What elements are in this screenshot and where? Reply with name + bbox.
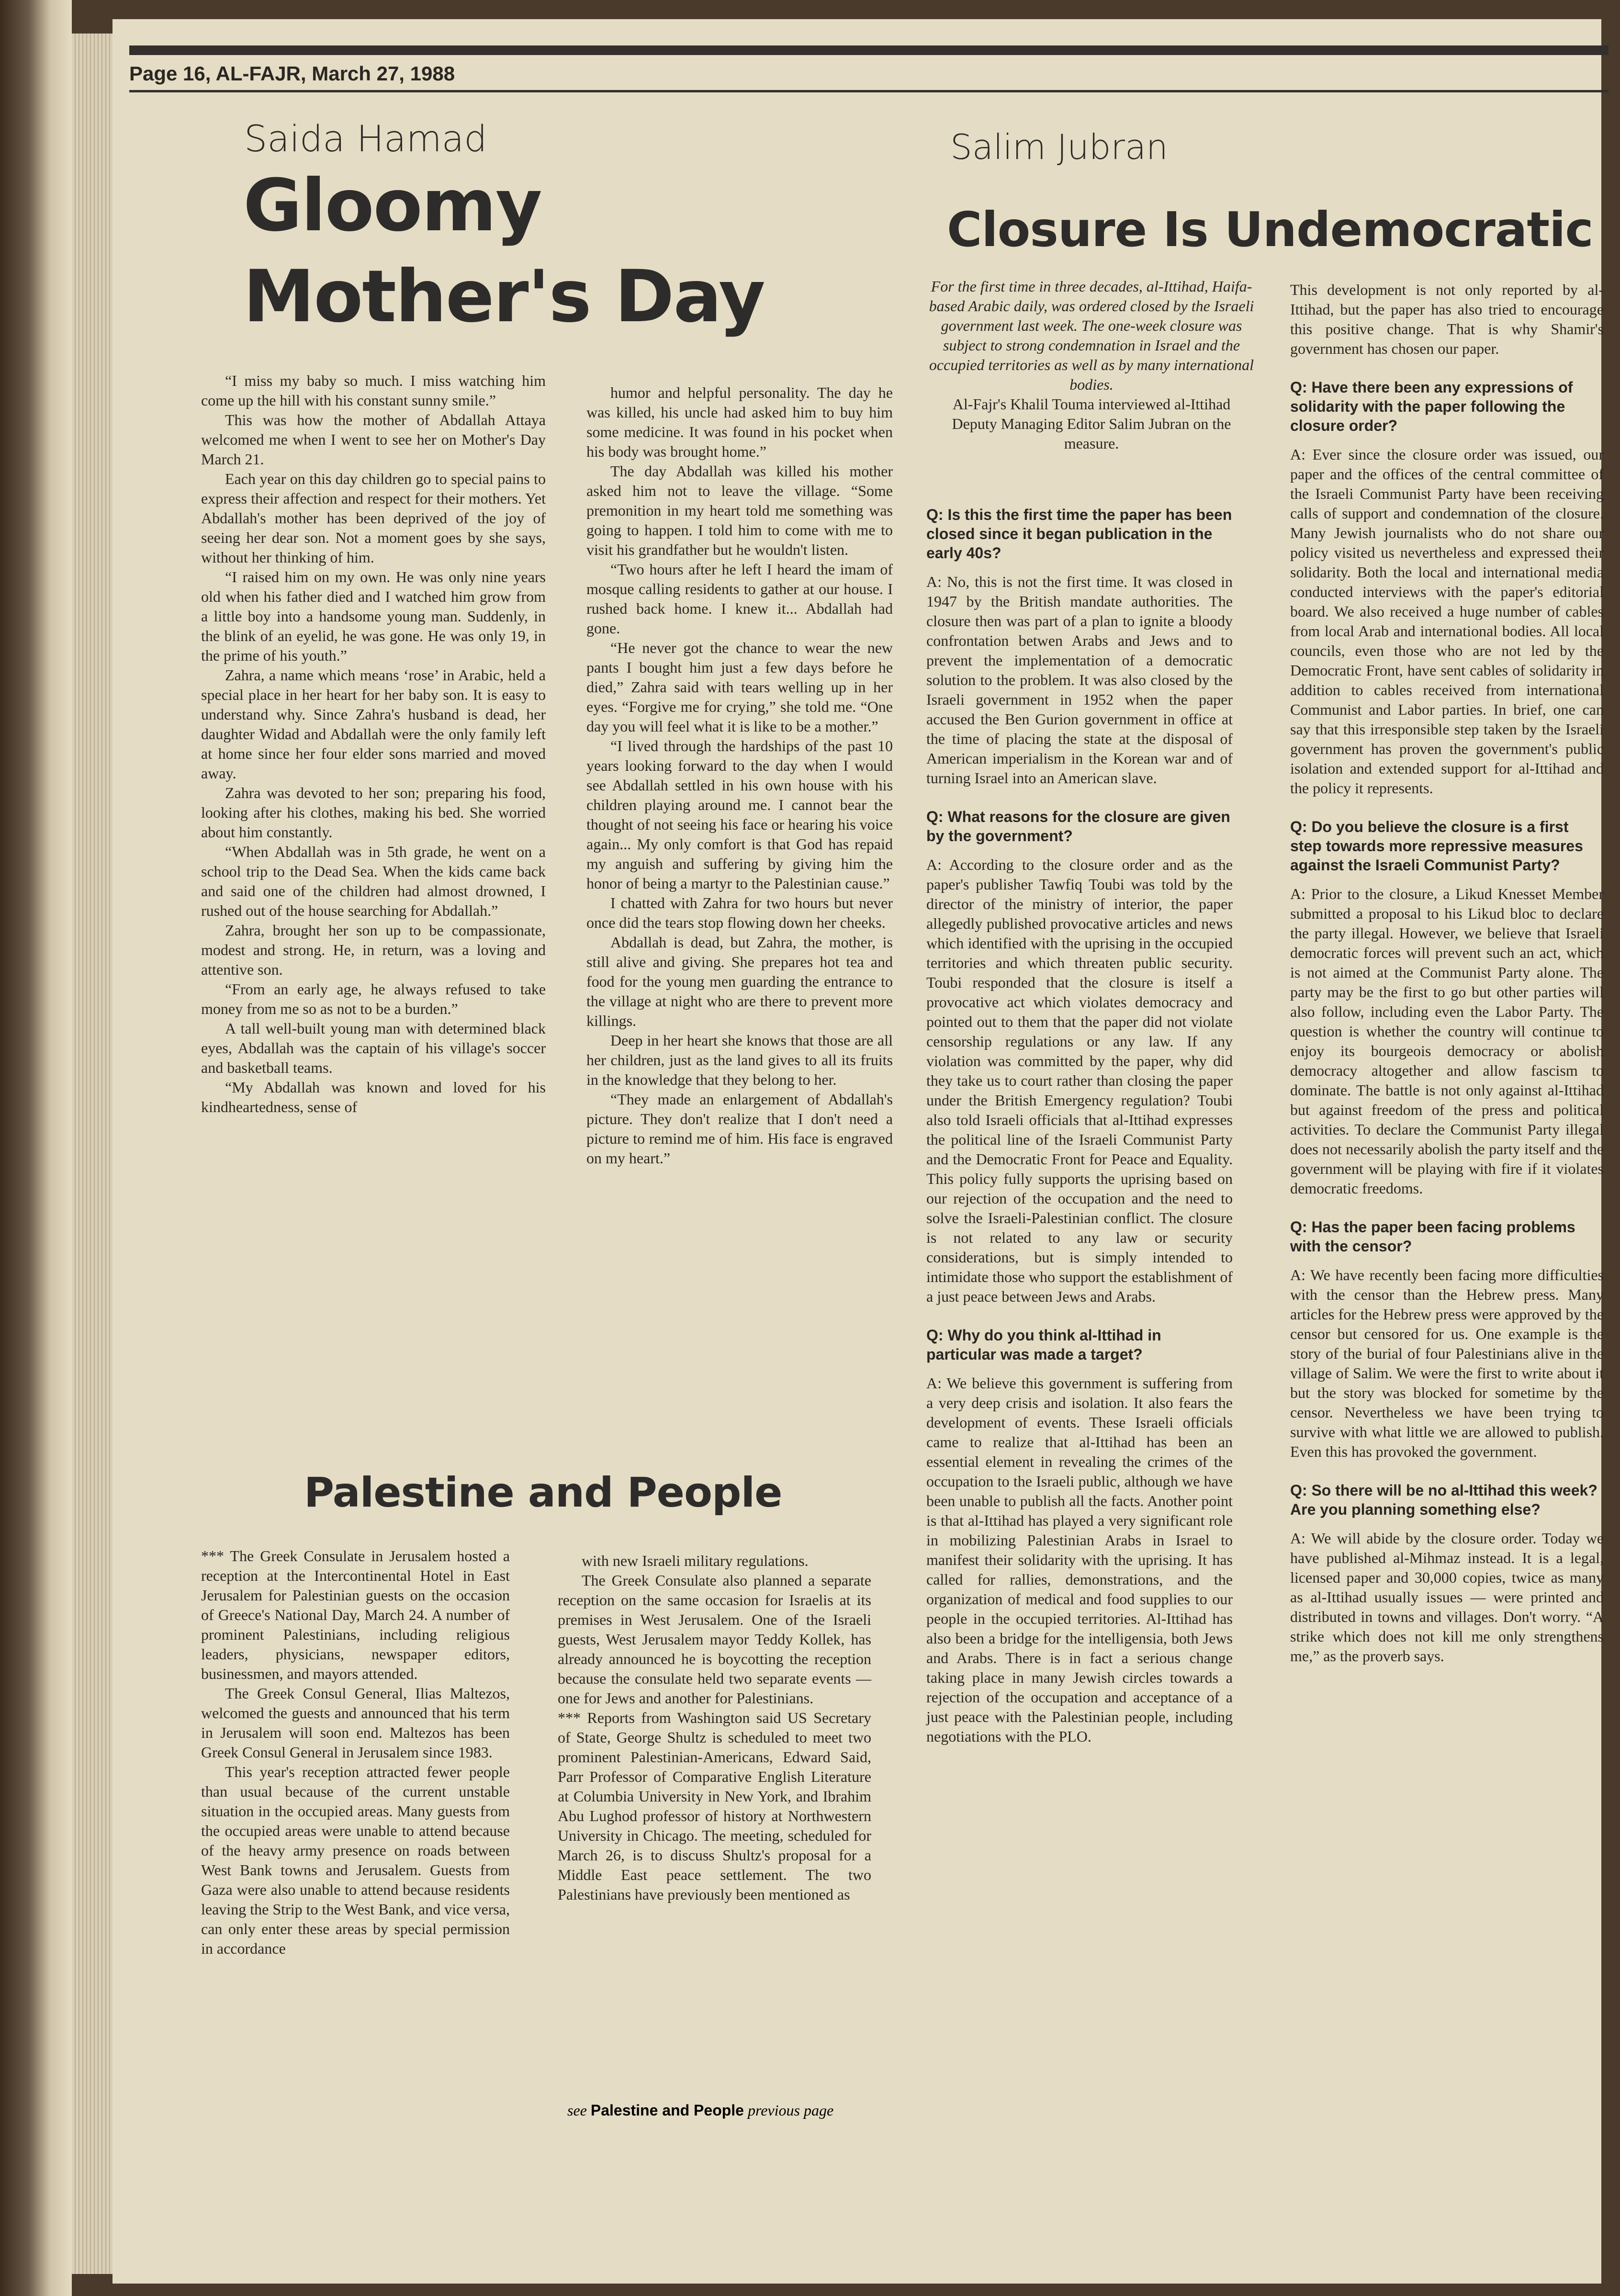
palestine-col1-paragraph: *** The Greek Consulate in Jerusalem hosted a reception at the Intercontinental Hotel in East Jerusalem for Palestinian guests on the occasion of Greece's National Day, March 24. A number of prominent Palestinians, including religious leaders, physicians, newspaper editors, businessmen, and mayors attended. <box>201 1547 510 1682</box>
palestine-col2-paragraph: with new Israeli military regulations. <box>582 1552 809 1569</box>
palestine-col2-paragraph: *** Reports from Washington said US Secretary of State, George Shultz is scheduled to meet two prominent Palestinian-Americans, Edward Said, Parr Professor of Comparative English Literature at Columbia University in New York, and Ibrahim Abu Lughod professor of history at Northwestern University in Chicago. The meeting, scheduled for March 26, is to discuss Shultz's proposal for a Middle East peace settlement. The two Palestinians have previously been mentioned as <box>558 1709 871 1903</box>
book-binding <box>0 0 72 2296</box>
left-col2-paragraph: The day Abdallah was killed his mother asked him not to leave the village. “Some premonition in my heart told me something was going to happen. I told him to come with me to visit his grandfather but he wouldn't listen. <box>586 462 893 558</box>
left-col2-paragraph: “I lived through the hardships of the past 10 years looking forward to the day when I would see Abdallah settled in his own house with his children playing around me. I cannot bear the thought of not seeing his face or hearing his voice again... My only comfort is that God has repaid my anguish and suffering by giving him the honor of being a martyr to the Palestinian cause.” <box>586 737 893 892</box>
right-article-column-2 <box>1290 280 1604 1666</box>
top-rule <box>129 45 1609 55</box>
palestine-col1-paragraph: The Greek Consul General, Ilias Maltezos, welcomed the guests and announced that his term in Jerusalem will soon end. Maltezos has been Greek Consul General in Jerusalem since 1983. <box>201 1685 510 1761</box>
right-col1-answer: A: We believe this government is suffering from a very deep crisis and isolation. It also fears the development of events. These Israeli officials came to realize that al-Ittihad has been an essential element in revealing the crimes of the occupation to the Israeli public, although we have been unable to publish all the facts. Another point is that al-Ittihad has played a very significant role in mobilizing Palestinian Arabs in Israel to manifest their solidarity with the uprising. It has called for rallies, demonstrations, and the organization of medical and food supplies to our people in the occupied territories. Al-Ittihad has also been a bridge for the intelligensia, both Jews and Arabs. There is in fact a serious change taking place in many Jewish circles towards a rejection of the occupation and acceptance of a just peace with the Palestinian people, including negotiations with the PLO. <box>926 1374 1233 1745</box>
right-col1-question: Q: Is this the first time the paper has been closed since it began publication in the early 40s? <box>926 506 1232 562</box>
right-col1-question: Q: Why do you think al-Ittihad in particular was made a target? <box>926 1327 1161 1363</box>
left-col1-paragraph: Zahra, a name which means ‘rose’ in Arabic, held a special place in her heart for her baby son. It is easy to understand why. Since Zahra's husband is dead, her daughter Widad and Abdallah were the only family left at home since her four elder sons married and moved away. <box>201 666 546 782</box>
right-intro <box>929 277 1254 453</box>
left-col1-paragraph: “From an early age, he always refused to take money from me so as not to be a burden.” <box>201 980 546 1017</box>
header-rule <box>129 90 1609 92</box>
right-col2-question: Q: So there will be no al-Ittihad this week? Are you planning something else? <box>1290 1482 1598 1518</box>
left-col1-paragraph: “When Abdallah was in 5th grade, he went on a school trip to the Dead Sea. When the kids came back and said one of the children had almost drowned, I rushed out of the house searching for Abdallah.” <box>201 843 546 919</box>
left-col2-paragraph: “Two hours after he left I heard the imam of mosque calling residents to gather at our house. I rushed back home. I knew it... Abdallah had gone. <box>586 561 893 637</box>
left-col1-paragraph: “I miss my baby so much. I miss watching him come up the hill with his constant sunny smile.” <box>201 372 546 409</box>
palestine-column-2 <box>558 1551 871 1904</box>
left-headline-line1: Gloomy <box>243 164 541 248</box>
right-intro-italic: For the first time in three decades, al-Ittihad, Haifa-based Arabic daily, was ordered closed by the Israeli government last week. The one-week closure was subject to strong condemnation in Israel and the occupied territories as well as by many international bodies. <box>929 278 1254 393</box>
right-article-column-1 <box>926 505 1233 1746</box>
left-article-column-2 <box>586 383 893 1168</box>
see-suffix: previous page <box>747 2102 834 2119</box>
left-col2-paragraph: Abdallah is dead, but Zahra, the mother, is still alive and giving. She prepares hot tea and food for the young men guarding the entrance to the village at night who are there to prevent more killings. <box>586 934 893 1029</box>
left-col2-paragraph: Deep in her heart she knows that those are all her children, just as the land gives to all its fruits in the knowledge that they belong to her. <box>586 1032 893 1088</box>
right-col2-answer: A: Ever since the closure order was issued, our paper and the offices of the central committee of the Israeli Communist Party have been receiving calls of support and condemnation of the closure. Many Jewish journalists who do not share our policy visited us nevertheless and expressed their solidarity. Both the local and international media conducted interviews with the paper's editorial board. We also received a huge number of cables from local Arab and international bodies. All local councils, even those who are not led by the Democratic Front, have sent cables of solidarity in addition to cables received from international Communist and Labor parties. In brief, one can say that this irresponsible step taken by the Israeli government has proven the government's public isolation and extended support for al-Ittihad and the policy it represents. <box>1290 446 1604 797</box>
left-col1-paragraph: Each year on this day children go to special pains to express their affection and respect for their mothers. Yet Abdallah's mother has been deprived of the joy of seeing her dear son. Not a moment goes by she says, without her thinking of him. <box>201 470 546 566</box>
left-col1-paragraph: This was how the mother of Abdallah Attaya welcomed me when I went to see her on Mother's Day March 21. <box>201 411 546 468</box>
right-col2-answer: A: Prior to the closure, a Likud Knesset Member submitted a proposal to his Likud bloc to declare the party illegal. However, we believe that Israeli democratic forces will prevent such an act, which is not aimed at the Communist Party alone. The party may be the first to go but other parties will also follow, including even the Labor Party. The question is whether the country will continue to enjoy its bourgeois democracy or abolish democracy altogether and allow fascism to dominate. The battle is not only against al-Ittihad but against freedom of the press and political activities. To declare the Communist Party illegal does not necessarily abolish the party itself and the government will be playing with fire if it violates democratic freedoms. <box>1290 885 1604 1197</box>
left-headline-line2: Mother's Day <box>243 255 765 338</box>
right-headline: Closure Is Undemocratic <box>947 202 1593 258</box>
left-col1-paragraph: “I raised him on my own. He was only nine years old when his father died and I watched him grow from a little boy into a handsome young man. Suddenly, in the blink of an eyelid, he was gone. He was only 19, in the prime of his youth.” <box>201 568 546 664</box>
left-col2-paragraph: I chatted with Zahra for two hours but never once did the tears stop flowing down her cheeks. <box>586 894 893 931</box>
right-byline: Salim Jubran <box>950 127 1168 167</box>
left-article-column-1 <box>201 371 546 1117</box>
right-col1-question: Q: What reasons for the closure are given by the government? <box>926 808 1230 844</box>
palestine-col1-paragraph: This year's reception attracted fewer people than usual because of the current unstable situation in the occupied areas. Many guests from the occupied areas were unable to attend because of the heavy army presence on roads between West Bank towns and Jerusalem. Guests from Gaza were also unable to attend because residents leaving the Strip to the West Bank, and vice versa, can only enter these areas by special permission in accordance <box>201 1763 510 1957</box>
left-col1-paragraph: “My Abdallah was known and loved for his kindheartedness, sense of <box>201 1079 546 1115</box>
page-header: Page 16, AL-FAJR, March 27, 1988 <box>129 62 455 85</box>
right-col1-answer: A: No, this is not the first time. It was closed in 1947 by the British mandate authorities. The closure then was part of a plan to ignite a bloody confrontation betwen Arabs and Jews and to prevent the implementation of a democratic solution to the problem. It was also closed by the Israeli government in 1952 when the paper accused the Ben Gurion government in office at the time of placing the state at the disposal of American imperialism in the Korean war and of turning Israel into an American slave. <box>926 573 1233 787</box>
right-col2-question: Q: Do you believe the closure is a first step towards more repressive measures against the Israeli Communist Party? <box>1290 818 1583 874</box>
right-col2-answer: A: We will abide by the closure order. Today we have published al-Mihmaz instead. It is a legal, licensed paper and 30,000 copies, twice as many as al-Ittihad usually issues — were printed and distributed in towns and villages. Don't worry. “A strike which does not kill me only strengthens me,” as the proverb says. <box>1290 1530 1604 1665</box>
left-col1-paragraph: Zahra was devoted to her son; preparing his food, looking after his clothes, making his bed. She worried about him constantly. <box>201 784 546 841</box>
left-col1-paragraph: A tall well-built young man with determined black eyes, Abdallah was the captain of his village's soccer and basketball teams. <box>201 1020 546 1076</box>
right-col2-question: Q: Has the paper been facing problems with the censor? <box>1290 1218 1575 1255</box>
page-edges <box>72 34 115 2274</box>
palestine-column-1 <box>201 1546 510 1958</box>
left-col1-paragraph: Zahra, brought her son up to be compassionate, modest and strong. He, in return, was a loving and attentive son. <box>201 922 546 978</box>
right-col2-question: Q: Have there been any expressions of solidarity with the paper following the closure order? <box>1290 379 1573 434</box>
palestine-col2-paragraph: The Greek Consulate also planned a separate reception on the same occasion for Israelis at its premises in West Jerusalem. One of the Israeli guests, West Jerusalem mayor Teddy Kollek, has already announced he is boycotting the reception because the consulate held two separate events — one for Jews and another for Palestinians. <box>558 1572 871 1707</box>
right-col2-lead: This development is not only reported by al-Ittihad, but the paper has also tried to encourage this positive change. That is why Shamir's government has chosen our paper. <box>1290 281 1604 357</box>
see-title: Palestine and People <box>590 2102 744 2119</box>
see-prefix: see <box>567 2102 587 2119</box>
left-col2-paragraph: “They made an enlargement of Abdallah's picture. They don't realize that I don't need a picture to remind me of him. His face is engraved on my heart.” <box>586 1091 893 1167</box>
left-byline: Saida Hamad <box>244 117 487 160</box>
right-col2-answer: A: We have recently been facing more difficulties with the censor than the Hebrew press. Many articles for the Hebrew press were approved by the censor but censored for us. One example is the story of the burial of four Palestinians alive in the village of Salim. We were the first to write about it but the story was blocked for sometime by the censor. Nevertheless we have been trying to survive with what little we are allowed to publish. Even this has provoked the government. <box>1290 1266 1604 1460</box>
left-col2-paragraph: “He never got the chance to wear the new pants I bought him just a few days before he died,” Zahra said with tears welling up in her eyes. “Forgive me for crying,” she told me. “One day you will feel what it is like to be a mother.” <box>586 639 893 735</box>
right-col1-answer: A: According to the closure order and as the paper's publisher Tawfiq Toubi was told by the director of the ministry of interior, the paper allegedly published provocative articles and news which identified with the uprising in the occupied territories and which threaten public security. Toubi responded that the closure is itself a provocative act which violates democracy and pointed out to them that the paper did not violate censorship regulations or any law. If any violation was committed by the paper, why did they take us to court rather than closing the paper under the British Emergency regulation? Toubi also told Israeli officials that al-Ittihad expresses the political line of the Israeli Communist Party and the Democratic Front for Peace and Equality. This policy fully supports the uprising based on our rejection of the occupation and the need to solve the Israeli-Palestinian conflict. The closure is not related to any law or security considerations, but is simply intended to intimidate those who support the establishment of a just peace between Jews and Arabs. <box>926 856 1233 1305</box>
palestine-headline: Palestine and People <box>304 1469 782 1517</box>
left-col2-paragraph: humor and helpful personality. The day he was killed, his uncle had asked him to buy him some medicine. It was found in his pocket when his body was brought home.” <box>586 384 893 460</box>
see-reference <box>567 2102 833 2119</box>
right-intro-credit: Al-Fajr's Khalil Touma interviewed al-Ittihad Deputy Managing Editor Salim Jubran on the measure. <box>952 395 1231 452</box>
